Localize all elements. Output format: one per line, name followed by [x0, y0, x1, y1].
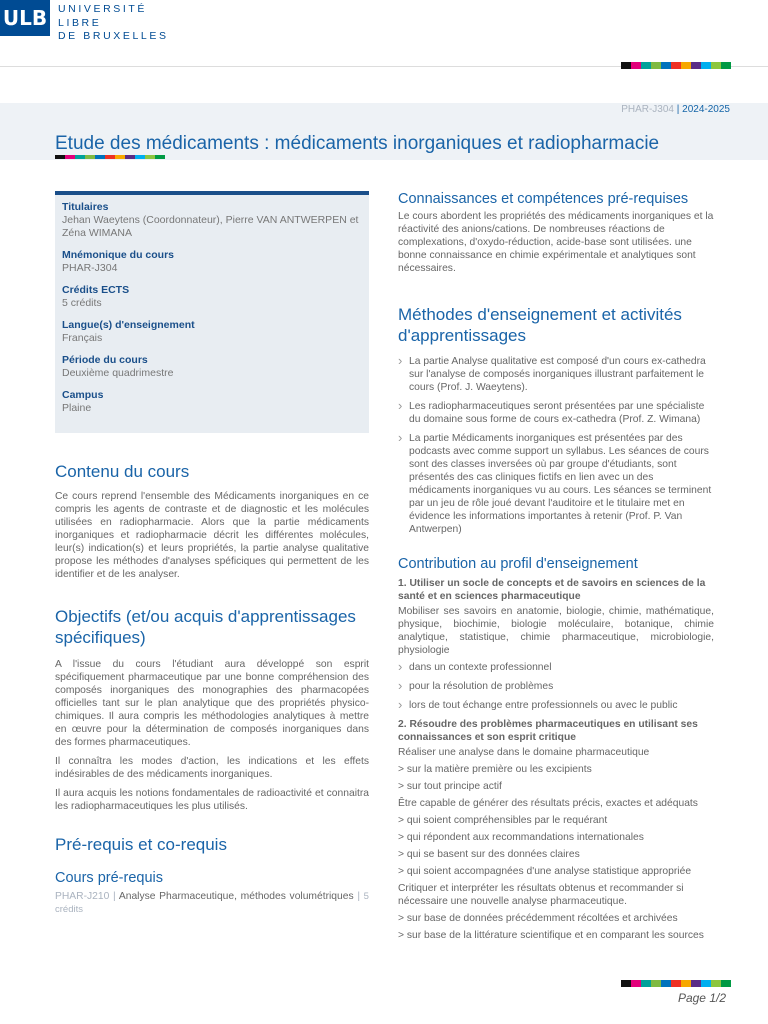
list-item: › dans un contexte professionnel	[398, 661, 714, 674]
section-heading: Connaissances et compétences pré-requises	[398, 191, 689, 207]
brand-color-swatch	[701, 62, 711, 69]
profile-line: > sur base de la littérature scientifique et en comparant les sources	[398, 930, 704, 941]
profile-line: Être capable de générer des résultats précis, exactes et adéquats	[398, 798, 698, 809]
brand-color-swatch	[651, 62, 661, 69]
code-separator: |	[676, 104, 680, 115]
brand-color-swatch	[691, 980, 701, 987]
brand-color-swatch	[711, 980, 721, 987]
brand-color-swatch	[631, 980, 641, 987]
prereq-code: PHAR-J210	[55, 891, 110, 902]
university-name	[58, 3, 169, 44]
section-connaissances	[398, 190, 714, 281]
profile-point-title: 1. Utiliser un socle de concepts et de savoirs en sciences de la santé et en sciences pharmaceutique	[398, 578, 706, 602]
university-line: DE BRUXELLES	[58, 30, 169, 42]
section-prerequis	[55, 834, 369, 916]
list-item: › La partie Analyse qualitative est composé d'un cours ex-cathedra sur l'analyse de composés inorganiques illustrant parfaitement le cours (Prof. J. Waeytens).	[398, 355, 714, 394]
profile-line: Réaliser une analyse dans le domaine pharmaceutique	[398, 747, 650, 758]
brand-color-swatch	[721, 62, 731, 69]
brand-color-swatch	[145, 155, 155, 159]
info-value: PHAR-J304	[62, 262, 118, 274]
brand-color-swatch	[55, 155, 65, 159]
prereq-credits: 5 crédits	[55, 891, 369, 915]
info-label: Campus	[62, 389, 104, 401]
brand-color-swatch	[105, 155, 115, 159]
info-value: Deuxième quadrimestre	[62, 367, 174, 379]
brand-color-swatch	[671, 62, 681, 69]
profile-point-title: 2. Résoudre des problèmes pharmaceutiques en utilisant ses connaissances et son esprit critique	[398, 719, 698, 743]
course-info-box	[55, 191, 369, 433]
brand-color-swatch	[65, 155, 75, 159]
section-methodes	[398, 304, 714, 542]
list-item: › pour la résolution de problèmes	[398, 680, 714, 693]
section-text: Il connaîtra les modes d'action, les indications et les effets indésirables de des médicaments inorganiques.	[55, 756, 369, 780]
brand-color-swatch	[125, 155, 135, 159]
section-text: A l'issue du cours l'étudiant aura développé son esprit spécifiquement pharmaceutique par une bonne compréhension des composés inorganiques des monographies des pharmacopées officielles tant sur le plan analytique que des propriétés physico-chimiques. Il aura compris les méthodologies analytiques à mettre en œuvre pour la détermination de composés inorganiques dans des formes pharmaceutiques.	[55, 659, 369, 748]
info-label: Crédits ECTS	[62, 284, 130, 296]
info-label: Titulaires	[62, 201, 109, 213]
info-item	[62, 249, 362, 275]
profile-point-text: Mobiliser ses savoirs en anatomie, biologie, chimie, mathématique, physique, biochimie, biologie moléculaire, botanique, chimie analytique, statistique, chimie pharmaceutique, microbiologie, physiologie	[398, 606, 714, 656]
profile-line: > sur tout principe actif	[398, 781, 502, 792]
brand-color-swatch	[661, 980, 671, 987]
brand-color-swatch	[651, 980, 661, 987]
profile-line: > sur la matière première ou les excipients	[398, 764, 592, 775]
profile-line: > qui soient compréhensibles par le requérant	[398, 815, 608, 826]
section-subheading: Cours pré-requis	[55, 870, 163, 886]
profile-line: > sur base de données précédemment récoltées et archivées	[398, 913, 678, 924]
brand-color-bar-top	[621, 62, 731, 69]
section-heading: Pré-requis et co-requis	[55, 835, 227, 854]
prerequisite-course	[55, 890, 369, 916]
brand-color-swatch	[661, 62, 671, 69]
section-heading: Contribution au profil d'enseignement	[398, 556, 638, 572]
brand-color-swatch	[155, 155, 165, 159]
brand-color-bar-title	[55, 155, 165, 159]
brand-color-swatch	[621, 62, 631, 69]
brand-color-swatch	[95, 155, 105, 159]
brand-color-swatch	[621, 980, 631, 987]
info-item	[62, 284, 362, 310]
course-code: PHAR-J304	[621, 104, 674, 115]
info-label: Période du cours	[62, 354, 148, 366]
page-number: Page 1/2	[677, 991, 726, 1005]
info-item	[62, 354, 362, 380]
info-item	[62, 319, 362, 345]
brand-color-bar-footer	[621, 980, 731, 987]
brand-color-swatch	[115, 155, 125, 159]
brand-color-swatch	[135, 155, 145, 159]
info-label: Mnémonique du cours	[62, 249, 175, 261]
academic-year: 2024-2025	[682, 104, 730, 115]
section-contenu	[55, 461, 369, 587]
brand-color-swatch	[711, 62, 721, 69]
university-line: LIBRE	[58, 16, 102, 29]
brand-color-swatch	[631, 62, 641, 69]
course-code-year	[621, 104, 730, 115]
brand-color-swatch	[701, 980, 711, 987]
profile-line: > qui se basent sur des données claires	[398, 849, 580, 860]
info-value: Français	[62, 332, 103, 344]
brand-color-swatch	[75, 155, 85, 159]
university-line: UNIVERSITÉ	[58, 3, 148, 15]
profile-line: > qui répondent aux recommandations internationales	[398, 832, 644, 843]
brand-color-swatch	[721, 980, 731, 987]
info-item	[62, 389, 362, 415]
prereq-separator: |	[357, 891, 360, 902]
profile-line: Critiquer et interpréter les résultats obtenus et recommander si nécessaire une nouvelle analyse pharmaceutique.	[398, 883, 684, 907]
ulb-logo: ULB	[0, 0, 50, 36]
profile-line: > qui soient accompagnées d'une analyse statistique appropriée	[398, 866, 692, 877]
section-heading: Contenu du cours	[55, 462, 190, 481]
brand-color-swatch	[85, 155, 95, 159]
brand-color-swatch	[691, 62, 701, 69]
brand-color-swatch	[641, 62, 651, 69]
section-heading: Objectifs (et/ou acquis d'apprentissages spécifiques)	[55, 607, 356, 647]
info-label: Langue(s) d'enseignement	[62, 319, 195, 331]
section-text: Le cours abordent les propriétés des médicaments inorganiques et la réactivité des anions/cations. De nombreuses réactions de complexations, d'oxydo-réduction, acide-base sont utilisées. une bonne connaissance en chimie expérimentale et analytiques sont nécessaires.	[398, 211, 714, 274]
brand-color-swatch	[641, 980, 651, 987]
list-item: › lors de tout échange entre professionnels ou avec le public	[398, 699, 714, 712]
brand-color-swatch	[671, 980, 681, 987]
info-item	[62, 201, 362, 240]
info-value: Plaine	[62, 402, 92, 414]
list-item: › Les radiopharmaceutiques seront présentées par une spécialiste du domaine sous forme de cours ex-cathedra (Prof. Z. Wimana)	[398, 400, 714, 426]
section-objectifs	[55, 606, 369, 819]
section-text: Ce cours reprend l'ensemble des Médicaments inorganiques en ce compris les agents de contraste et de diagnostic et les molécules utilisées en radiopharmacie. Alors que la partie médicaments inorganiques et radiopharmacie décrit les différentes molécules, leur(s) indication(s) et leurs propriétés, la partie analyse qualitative propose les méthodes d'analyses spéficiques qui permettent de les identifier et de les analyser.	[55, 491, 369, 580]
brand-color-swatch	[681, 62, 691, 69]
section-contribution	[398, 555, 714, 946]
prereq-separator: |	[113, 891, 116, 902]
brand-color-swatch	[681, 980, 691, 987]
page-title: Etude des médicaments : médicaments inorganiques et radiopharmacie	[55, 133, 660, 154]
info-value: 5 crédits	[62, 297, 102, 309]
list-item: › La partie Médicaments inorganiques est présentées par des podcasts avec comme support un syllabus. Les séances de cours sont des classes inversées où par groupe d'étudiants, sont présentés des cas cliniques fictifs en lien avec un des médicaments inorganiques vu au cours. Les séances se terminent par un jeu de rôle joué devant l'auditoire et le titulaire met en évidence les informations importantes à retenir (Prof. P. Van Antwerpen)	[398, 432, 714, 536]
section-heading: Méthodes d'enseignement et activités d'apprentissages	[398, 305, 682, 345]
prereq-course-name[interactable]: Analyse Pharmaceutique, méthodes volumétriques	[118, 891, 354, 902]
info-value: Jehan Waeytens (Coordonnateur), Pierre VAN ANTWERPEN et Zéna WIMANA	[62, 214, 359, 239]
section-text: Il aura acquis les notions fondamentales de radioactivité et connaitra les radiopharmaceutiques les plus utilisés.	[55, 788, 369, 812]
